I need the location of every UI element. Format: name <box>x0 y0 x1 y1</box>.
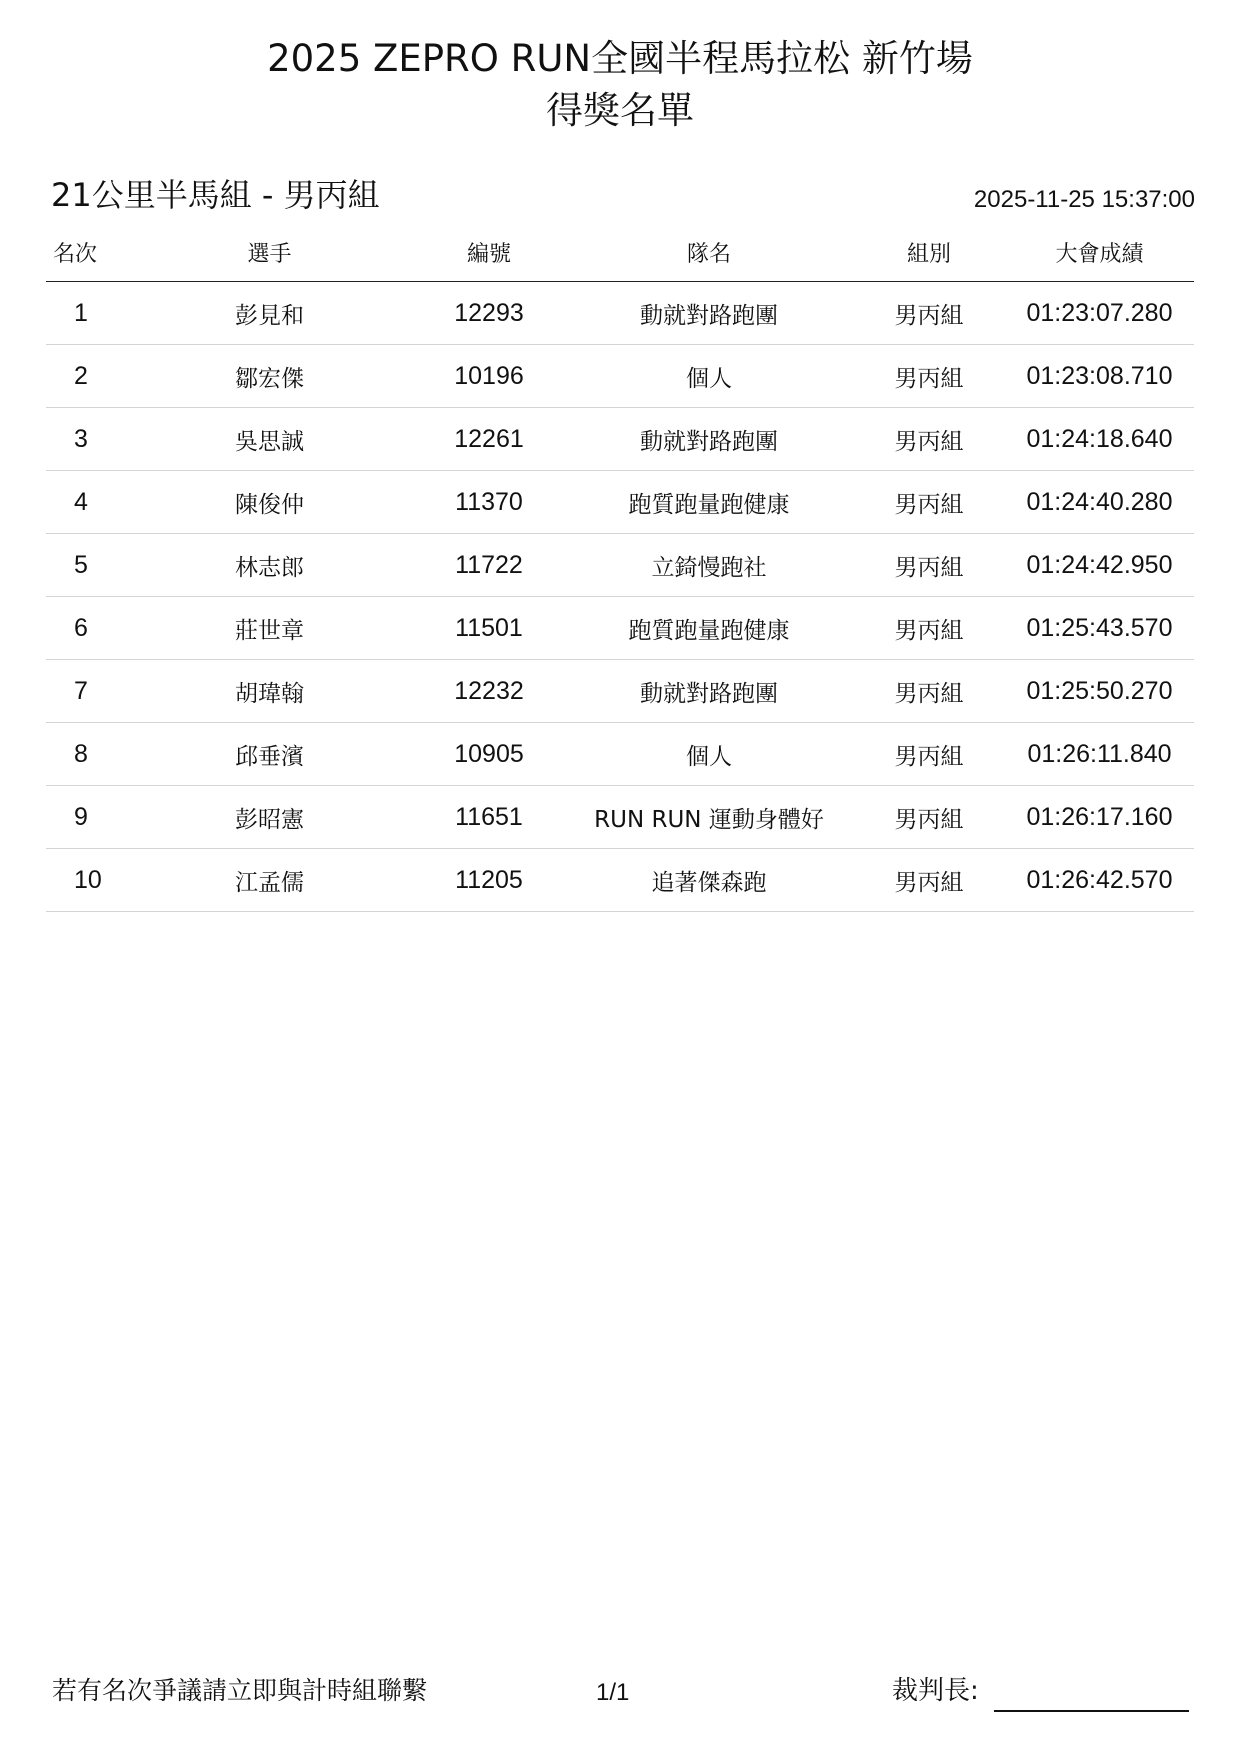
document-title: 2025 ZEPRO RUN全國半程馬拉松 新竹場 <box>267 37 973 80</box>
group-cell: 男丙組 <box>853 408 1005 471</box>
finish-time-cell: 01:24:40.280 <box>1005 471 1194 534</box>
results-table-body <box>46 282 1194 912</box>
document-subtitle: 得獎名單 <box>546 89 694 132</box>
group-cell: 男丙組 <box>853 471 1005 534</box>
table-row <box>46 345 1194 408</box>
group-cell: 男丙組 <box>853 660 1005 723</box>
finish-time-cell: 01:25:43.570 <box>1005 597 1194 660</box>
rank-cell: 8 <box>46 723 126 786</box>
table-row <box>46 282 1194 345</box>
results-table-header <box>46 224 1194 282</box>
bib-number-cell: 11205 <box>413 849 565 912</box>
finish-time-cell: 01:24:18.640 <box>1005 408 1194 471</box>
team-name-cell: 動就對路跑團 <box>565 660 853 723</box>
table-row <box>46 660 1194 723</box>
group-cell: 男丙組 <box>853 282 1005 345</box>
group-cell: 男丙組 <box>853 849 1005 912</box>
rank-cell: 1 <box>46 282 126 345</box>
column-header-group: 組別 <box>853 224 1005 282</box>
finish-time-cell: 01:25:50.270 <box>1005 660 1194 723</box>
table-row <box>46 849 1194 912</box>
bib-number-cell: 11651 <box>413 786 565 849</box>
group-cell: 男丙組 <box>853 345 1005 408</box>
column-header-name: 選手 <box>126 224 413 282</box>
team-name-cell: 動就對路跑團 <box>565 408 853 471</box>
finish-time-cell: 01:26:11.840 <box>1005 723 1194 786</box>
table-row <box>46 786 1194 849</box>
referee-signature-label: 裁判長: <box>892 1676 979 1706</box>
team-name-cell: 跑質跑量跑健康 <box>565 597 853 660</box>
bib-number-cell: 11722 <box>413 534 565 597</box>
runner-name-cell: 彭見和 <box>126 282 413 345</box>
runner-name-cell: 陳俊仲 <box>126 471 413 534</box>
finish-time-cell: 01:23:08.710 <box>1005 345 1194 408</box>
team-name-cell: 立錡慢跑社 <box>565 534 853 597</box>
group-cell: 男丙組 <box>853 723 1005 786</box>
bib-number-cell: 11501 <box>413 597 565 660</box>
finish-time-cell: 01:23:07.280 <box>1005 282 1194 345</box>
team-name-cell: 個人 <box>565 723 853 786</box>
table-row <box>46 597 1194 660</box>
rank-cell: 5 <box>46 534 126 597</box>
division-name: 21公里半馬組 - 男丙組 <box>51 176 380 214</box>
group-cell: 男丙組 <box>853 597 1005 660</box>
table-row <box>46 471 1194 534</box>
header-row <box>46 224 1194 282</box>
report-timestamp: 2025-11-25 15:37:00 <box>973 186 1195 213</box>
finish-time-cell: 01:24:42.950 <box>1005 534 1194 597</box>
column-header-time: 大會成績 <box>1005 224 1194 282</box>
bib-number-cell: 10196 <box>413 345 565 408</box>
team-name-cell: 個人 <box>565 345 853 408</box>
team-name-cell: 動就對路跑團 <box>565 282 853 345</box>
results-table <box>46 224 1194 912</box>
page-number: 1/1 <box>596 1679 630 1706</box>
runner-name-cell: 胡瑋翰 <box>126 660 413 723</box>
rank-cell: 10 <box>46 849 126 912</box>
rank-cell: 6 <box>46 597 126 660</box>
runner-name-cell: 莊世章 <box>126 597 413 660</box>
team-name-cell: RUN RUN 運動身體好 <box>565 786 853 849</box>
bib-number-cell: 10905 <box>413 723 565 786</box>
runner-name-cell: 鄒宏傑 <box>126 345 413 408</box>
team-name-cell: 追著傑森跑 <box>565 849 853 912</box>
table-row <box>46 723 1194 786</box>
bib-number-cell: 12293 <box>413 282 565 345</box>
table-row <box>46 534 1194 597</box>
rank-cell: 2 <box>46 345 126 408</box>
rank-cell: 9 <box>46 786 126 849</box>
runner-name-cell: 江孟儒 <box>126 849 413 912</box>
runner-name-cell: 彭昭憲 <box>126 786 413 849</box>
group-cell: 男丙組 <box>853 786 1005 849</box>
rank-cell: 7 <box>46 660 126 723</box>
table-row <box>46 408 1194 471</box>
column-header-bib: 編號 <box>413 224 565 282</box>
runner-name-cell: 邱垂濱 <box>126 723 413 786</box>
bib-number-cell: 12261 <box>413 408 565 471</box>
dispute-notice: 若有名次爭議請立即與計時組聯繫 <box>52 1676 428 1705</box>
bib-number-cell: 12232 <box>413 660 565 723</box>
bib-number-cell: 11370 <box>413 471 565 534</box>
referee-signature-line <box>994 1710 1189 1712</box>
finish-time-cell: 01:26:17.160 <box>1005 786 1194 849</box>
runner-name-cell: 林志郎 <box>126 534 413 597</box>
column-header-rank: 名次 <box>46 224 126 282</box>
rank-cell: 3 <box>46 408 126 471</box>
runner-name-cell: 吳思誠 <box>126 408 413 471</box>
team-name-cell: 跑質跑量跑健康 <box>565 471 853 534</box>
column-header-team: 隊名 <box>565 224 853 282</box>
rank-cell: 4 <box>46 471 126 534</box>
group-cell: 男丙組 <box>853 534 1005 597</box>
finish-time-cell: 01:26:42.570 <box>1005 849 1194 912</box>
